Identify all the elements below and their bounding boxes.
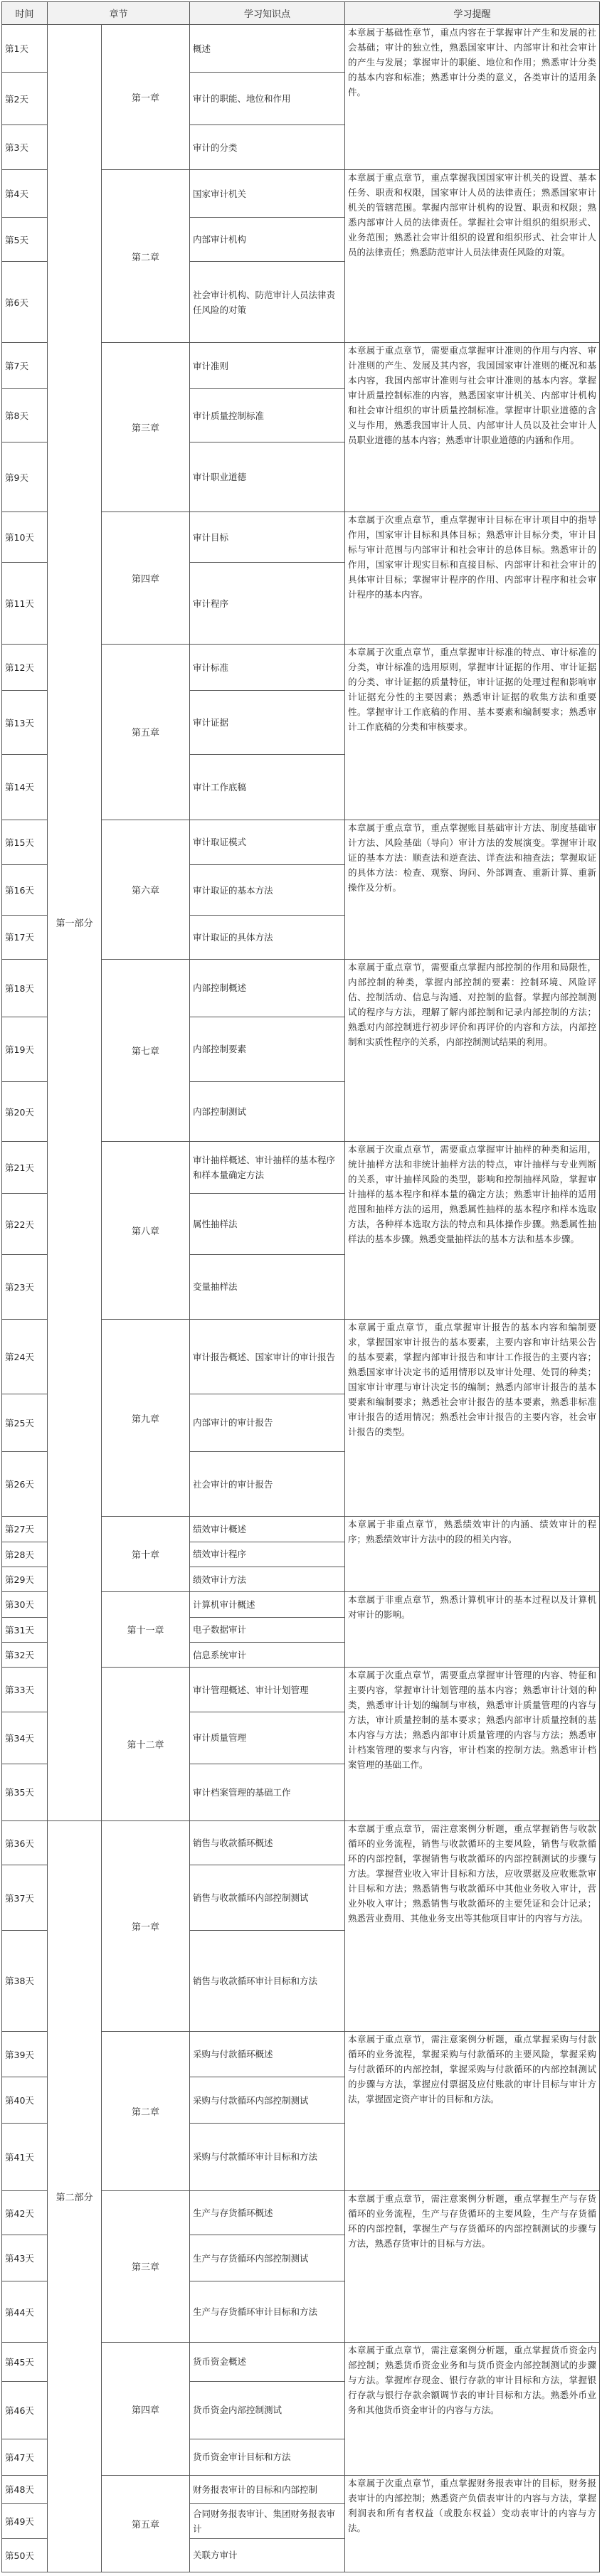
knowledge-point-cell: 合同财务报表审计、集团财务报表审计 <box>190 2503 345 2538</box>
day-cell: 第37天 <box>2 1865 48 1930</box>
study-plan-sheet <box>1 1 599 2572</box>
chapter-cell: 第七章 <box>102 959 190 1142</box>
knowledge-point-cell: 审计标准 <box>190 645 345 691</box>
table-row <box>2 1820 600 1865</box>
day-cell: 第27天 <box>2 1517 48 1542</box>
day-cell: 第11天 <box>2 563 48 645</box>
chapter-cell: 第五章 <box>102 2476 190 2572</box>
day-cell: 第38天 <box>2 1930 48 2032</box>
day-cell: 第15天 <box>2 820 48 865</box>
knowledge-point-cell: 社会审计的审计报告 <box>190 1451 345 1516</box>
part-cell: 第一部分 <box>48 25 102 1821</box>
study-tip-cell: 本章属于基础性章节，重点内容在于掌握审计产生和发展的社会基础；审计的独立性，熟悉国家审计、内部审计和社会审计的产生与发展；掌握审计的职能、地位和作用；熟悉审计分类的基本内容和标准；熟悉审计分类的意义，各类审计的适用条件。 <box>345 25 600 170</box>
day-cell: 第19天 <box>2 1017 48 1081</box>
knowledge-point-cell: 信息系统审计 <box>190 1642 345 1667</box>
knowledge-point-cell: 变量抽样法 <box>190 1254 345 1319</box>
day-cell: 第46天 <box>2 2381 48 2439</box>
study-tip-cell: 本章属于重点章节，重点掌握账目基础审计方法、制度基础审计方法、风险基础（导向）审计方法的发展演变。掌握审计取证的基本方法：顺查法和逆查法、详查法和抽查法；掌握取证的具体方法：检查、观察、询问、外部调查、重新计算、重新操作及分析。 <box>345 820 600 959</box>
day-cell: 第8天 <box>2 389 48 442</box>
header-points: 学习知识点 <box>190 2 345 25</box>
day-cell: 第48天 <box>2 2476 48 2504</box>
day-cell: 第3天 <box>2 125 48 170</box>
knowledge-point-cell: 社会审计机构、防范审计人员法律责任风险的对策 <box>190 261 345 342</box>
knowledge-point-cell: 审计职业道德 <box>190 442 345 512</box>
day-cell: 第32天 <box>2 1642 48 1667</box>
chapter-cell: 第九章 <box>102 1320 190 1517</box>
knowledge-point-cell: 审计档案管理的基础工作 <box>190 1764 345 1820</box>
chapter-cell: 第八章 <box>102 1142 190 1320</box>
knowledge-point-cell: 审计抽样概述、审计抽样的基本程序和样本量确定方法 <box>190 1142 345 1194</box>
knowledge-point-cell: 绩效审计方法 <box>190 1567 345 1591</box>
knowledge-point-cell: 绩效审计概述 <box>190 1517 345 1542</box>
study-tip-cell: 本章属于重点章节，需要重点掌握内部控制的作用和局限性，内部控制的种类，掌握内部控制的要素：控制环境、风险评估、控制活动、信息与沟通、对控制的监督。掌握内部控制测试的程序与方法，理解了解内部控制和记录内部控制的方法；熟悉对内部控制进行初步评价和再评价的内容和方法，内部控制和实质性程序的关系，内部控制测试结果的利用。 <box>345 959 600 1142</box>
knowledge-point-cell: 内部控制测试 <box>190 1081 345 1141</box>
knowledge-point-cell: 计算机审计概述 <box>190 1592 345 1617</box>
study-tip-cell: 本章属于重点章节，重点掌握审计报告的基本内容和编制要求，掌握国家审计报告的基本要素，主要内容和审计结果公告的基本要素，掌握内部审计报告和审计工作报告的主要内容；熟悉国家审计决定书的适用情形以及审计处理、处罚的种类；国家审计审理与审计决定书的编制；熟悉内部审计报告的基本要素和编制要求；熟悉社会审计报告的基本要素，熟悉非标准审计报告的适用情况；熟悉社会审计报告的主要内容，社会审计报告的类型。 <box>345 1320 600 1517</box>
day-cell: 第39天 <box>2 2032 48 2077</box>
day-cell: 第28天 <box>2 1542 48 1567</box>
day-cell: 第49天 <box>2 2503 48 2538</box>
study-tip-cell: 本章属于次重点章节，重点掌握审计目标在审计项目中的指导作用，国家审计目标和具体目标；熟悉审计目标分类，审计目标与审计范围与内部审计和社会审计的总体目标。熟悉审计的作用，国家审计现实目标和直接目标、内部审计和社会审计的具体审计目标；掌握审计程序的作用、内部审计程序和社会审计程序的基本内容。 <box>345 512 600 645</box>
knowledge-point-cell: 概述 <box>190 25 345 73</box>
day-cell: 第16天 <box>2 865 48 916</box>
knowledge-point-cell: 审计程序 <box>190 563 345 645</box>
study-plan-table <box>1 1 600 2572</box>
study-tip-cell: 本章属于次重点章节，需要重点掌握审计抽样的种类和运用，统计抽样方法和非统计抽样方法的特点，审计抽样与专业判断的关系，审计抽样风险的类型，影响和控制抽样风险，掌握审计抽样的基本程序和样本量的确定方法；熟悉审计抽样的适用范围和抽样方法的运用，熟悉属性抽样的基本程序和样本选取方法，各种样本选取方法的特点和具体操作步骤。熟悉属性抽样法的基本步骤。熟悉变量抽样法的基本方法和基本步骤。 <box>345 1142 600 1320</box>
knowledge-point-cell: 绩效审计程序 <box>190 1542 345 1567</box>
chapter-cell: 第五章 <box>102 645 190 820</box>
study-tip-cell: 本章属于重点章节，需注意案例分析题，重点掌握采购与付款循环的业务流程，掌握采购与付款循环的主要风险，掌握采购与付款循环的内部控制，掌握采购与付款循环的内部控制测试的步骤与方法，掌握应付票据及应付账款的审计目标与审计方法，掌握固定资产审计的目标和方法。 <box>345 2032 600 2191</box>
knowledge-point-cell: 内部审计机构 <box>190 218 345 262</box>
chapter-cell: 第三章 <box>102 343 190 512</box>
day-cell: 第41天 <box>2 2124 48 2191</box>
day-cell: 第47天 <box>2 2439 48 2475</box>
day-cell: 第9天 <box>2 442 48 512</box>
knowledge-point-cell: 生产与存货循环内部控制测试 <box>190 2235 345 2281</box>
knowledge-point-cell: 审计质量管理 <box>190 1712 345 1764</box>
knowledge-point-cell: 审计报告概述、国家审计的审计报告 <box>190 1320 345 1394</box>
knowledge-point-cell: 电子数据审计 <box>190 1617 345 1642</box>
table-row <box>2 25 600 73</box>
day-cell: 第45天 <box>2 2343 48 2382</box>
day-cell: 第17天 <box>2 916 48 960</box>
day-cell: 第30天 <box>2 1592 48 1617</box>
chapter-cell: 第一章 <box>102 1820 190 2032</box>
chapter-cell: 第二章 <box>102 170 190 343</box>
day-cell: 第13天 <box>2 691 48 755</box>
knowledge-point-cell: 审计目标 <box>190 512 345 563</box>
study-tip-cell: 本章属于重点章节，需注意案例分析题，重点掌握货币资金内部控制；熟悉货币资金业务和与货币资金内部控制测试的步骤与方法。掌握库存现金、银行存款的审计目标和方法，掌握银行存款与银行存款余额调节表的审计目标和方法。熟悉外币业务和其他货币资金审计的内容与方法。 <box>345 2343 600 2476</box>
study-tip-cell: 本章属于非重点章节，熟悉计算机审计的基本过程以及计算机对审计的影响。 <box>345 1592 600 1668</box>
chapter-cell: 第十二章 <box>102 1668 190 1821</box>
day-cell: 第23天 <box>2 1254 48 1319</box>
chapter-cell: 第十章 <box>102 1517 190 1592</box>
knowledge-point-cell: 审计证据 <box>190 691 345 755</box>
day-cell: 第2天 <box>2 73 48 125</box>
part-cell: 第二部分 <box>48 1820 102 2572</box>
day-cell: 第33天 <box>2 1668 48 1712</box>
day-cell: 第1天 <box>2 25 48 73</box>
day-cell: 第44天 <box>2 2281 48 2343</box>
day-cell: 第22天 <box>2 1194 48 1255</box>
header-time: 时间 <box>2 2 48 25</box>
day-cell: 第21天 <box>2 1142 48 1194</box>
chapter-cell: 第三章 <box>102 2190 190 2342</box>
day-cell: 第12天 <box>2 645 48 691</box>
day-cell: 第26天 <box>2 1451 48 1516</box>
day-cell: 第43天 <box>2 2235 48 2281</box>
table-body <box>2 25 600 2572</box>
knowledge-point-cell: 货币资金概述 <box>190 2343 345 2382</box>
day-cell: 第35天 <box>2 1764 48 1820</box>
day-cell: 第50天 <box>2 2538 48 2572</box>
knowledge-point-cell: 审计取证的具体方法 <box>190 916 345 960</box>
study-tip-cell: 本章属于次重点章节，重点掌握财务报表审计的目标，财务报表审计的内部控制；熟悉资产负债表审计的内容与方法，掌握利润表和所有者权益（或股东权益）变动表审计的内容与方法。 <box>345 2476 600 2572</box>
day-cell: 第10天 <box>2 512 48 563</box>
day-cell: 第36天 <box>2 1820 48 1865</box>
study-tip-cell: 本章属于重点章节，需注意案例分析题，重点掌握生产与存货循环的业务流程，生产与存货循环的主要风险，生产与存货循环的内部控制，掌握生产与存货循环的内部控制测试的步骤与方法，熟悉存货审计的目标与方法。 <box>345 2190 600 2342</box>
knowledge-point-cell: 销售与收款循环内部控制测试 <box>190 1865 345 1930</box>
study-tip-cell: 本章属于非重点章节，熟悉绩效审计的内涵、绩效审计的程序；熟悉绩效审计方法中的段的相关内容。 <box>345 1517 600 1592</box>
day-cell: 第5天 <box>2 218 48 262</box>
day-cell: 第6天 <box>2 261 48 342</box>
chapter-cell: 第一章 <box>102 25 190 170</box>
day-cell: 第7天 <box>2 343 48 389</box>
study-tip-cell: 本章属于重点章节，需注意案例分析题，重点掌握销售与收款循环的业务流程，销售与收款循环的主要风险，销售与收款循环的内部控制，掌握销售与收款循环的内部控制测试的步骤与方法。掌握营业收入审计目标和方法，应收票据及应收账款审计目标和方法；熟悉销售与收款循环中其他业务收入审计，营业外收入审计；熟悉销售与收款循环的主要凭证和会计记录；熟悉营业费用、其他业务支出等其他项目审计的内容与方法。 <box>345 1820 600 2032</box>
day-cell: 第25天 <box>2 1394 48 1451</box>
chapter-cell: 第四章 <box>102 2343 190 2476</box>
header-chapter: 章节 <box>48 2 190 25</box>
knowledge-point-cell: 审计的分类 <box>190 125 345 170</box>
study-tip-cell: 本章属于次重点章节，重点掌握审计标准的特点、审计标准的分类，审计标准的选用原则，掌握审计证据的作用、审计证据的分类、审计证据的质量特征，审计证据的处理过程和影响审计证据充分性的主要因素；熟悉审计证据的收集方法和重要性。掌握审计工作底稿的作用、基本要素和编制要求；熟悉审计工作底稿的分类和审核要求。 <box>345 645 600 820</box>
knowledge-point-cell: 生产与存货循环审计目标和方法 <box>190 2281 345 2343</box>
study-tip-cell: 本章属于重点章节，需要重点掌握审计准则的作用与内容、审计准则的产生、发展及其内容，我国国家审计准则的概况和基本内容，我国内部审计准则与社会审计准则的基本内容。掌握审计质量控制标准的内容，熟悉国家审计机关、内部审计机构和社会审计组织的审计质量控制标准。掌握审计职业道德的含义与作用，熟悉我国审计人员、内部审计人员以及社会审计人员职业道德的基本内容；熟悉审计职业道德的内涵和作用。 <box>345 343 600 512</box>
study-tip-cell: 本章属于重点章节，重点掌握我国国家审计机关的设置、基本任务、职责和权限，国家审计人员的法律责任；熟悉国家审计机关的管辖范围。掌握内部审计机构的设置、职责和权限；熟悉内部审计人员的法律责任。掌握社会审计组织的组织形式、业务范围；熟悉社会审计组织的设置和组织形式、社会审计人员的法律责任；熟悉防范审计人员法律责任风险的对策。 <box>345 170 600 343</box>
day-cell: 第29天 <box>2 1567 48 1591</box>
knowledge-point-cell: 采购与付款循环概述 <box>190 2032 345 2077</box>
knowledge-point-cell: 销售与收款循环概述 <box>190 1820 345 1865</box>
knowledge-point-cell: 审计的职能、地位和作用 <box>190 73 345 125</box>
knowledge-point-cell: 审计取证模式 <box>190 820 345 865</box>
knowledge-point-cell: 采购与付款循环审计目标和方法 <box>190 2124 345 2191</box>
day-cell: 第18天 <box>2 959 48 1017</box>
knowledge-point-cell: 属性抽样法 <box>190 1194 345 1255</box>
knowledge-point-cell: 审计取证的基本方法 <box>190 865 345 916</box>
chapter-cell: 第六章 <box>102 820 190 959</box>
knowledge-point-cell: 生产与存货循环概述 <box>190 2190 345 2235</box>
chapter-cell: 第十一章 <box>102 1592 190 1668</box>
knowledge-point-cell: 审计准则 <box>190 343 345 389</box>
day-cell: 第24天 <box>2 1320 48 1394</box>
knowledge-point-cell: 关联方审计 <box>190 2538 345 2572</box>
knowledge-point-cell: 销售与收款循环审计目标和方法 <box>190 1930 345 2032</box>
knowledge-point-cell: 采购与付款循环内部控制测试 <box>190 2077 345 2124</box>
day-cell: 第34天 <box>2 1712 48 1764</box>
chapter-cell: 第四章 <box>102 512 190 645</box>
knowledge-point-cell: 审计质量控制标准 <box>190 389 345 442</box>
day-cell: 第14天 <box>2 755 48 820</box>
table-header <box>2 2 600 25</box>
day-cell: 第40天 <box>2 2077 48 2124</box>
knowledge-point-cell: 财务报表审计的目标和内部控制 <box>190 2476 345 2504</box>
knowledge-point-cell: 内部控制概述 <box>190 959 345 1017</box>
day-cell: 第20天 <box>2 1081 48 1141</box>
knowledge-point-cell: 货币资金审计目标和方法 <box>190 2439 345 2475</box>
knowledge-point-cell: 审计工作底稿 <box>190 755 345 820</box>
knowledge-point-cell: 内部审计的审计报告 <box>190 1394 345 1451</box>
knowledge-point-cell: 国家审计机关 <box>190 170 345 218</box>
study-tip-cell: 本章属于次重点章节，需要重点掌握审计管理的内容、特征和主要内容，掌握审计计划管理的基本内容；熟悉审计计划的种类，熟悉审计计划的编制与审核，熟悉审计质量管理的内容与方法，审计质量控制的基本要求；熟悉内部审计质量控制的基本内容与方法；熟悉内部审计质量管理的内容与方法；熟悉审计档案管理的要求与内容，审计档案的控制方法。熟悉审计档案管理的基础工作。 <box>345 1668 600 1821</box>
chapter-cell: 第二章 <box>102 2032 190 2191</box>
header-tips: 学习提醒 <box>345 2 600 25</box>
knowledge-point-cell: 货币资金内部控制测试 <box>190 2381 345 2439</box>
day-cell: 第42天 <box>2 2190 48 2235</box>
knowledge-point-cell: 内部控制要素 <box>190 1017 345 1081</box>
day-cell: 第4天 <box>2 170 48 218</box>
knowledge-point-cell: 审计管理概述、审计计划管理 <box>190 1668 345 1712</box>
day-cell: 第31天 <box>2 1617 48 1642</box>
